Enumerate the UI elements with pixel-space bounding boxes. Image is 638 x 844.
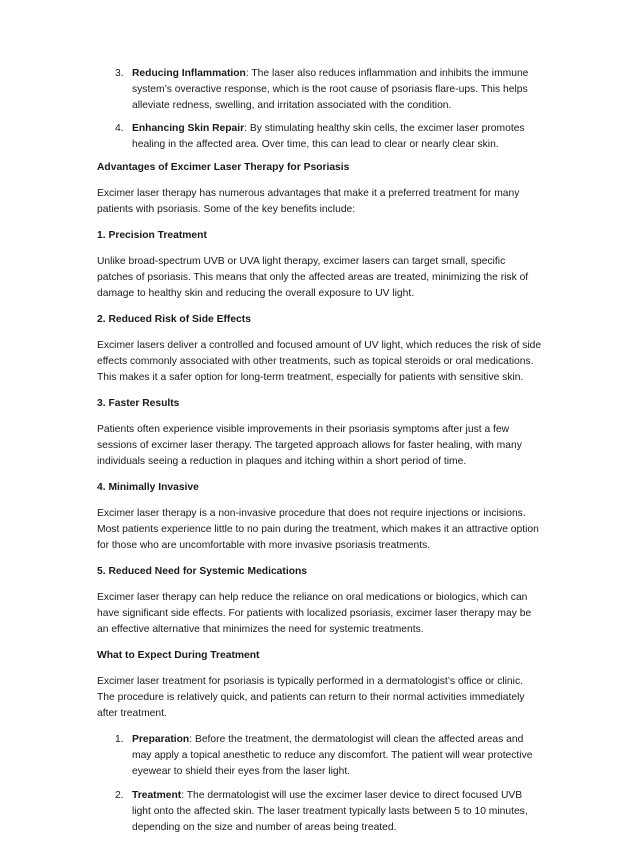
- section-heading-what-to-expect: What to Expect During Treatment: [97, 650, 260, 661]
- list-number: 1.: [115, 734, 124, 745]
- benefit-paragraph: Excimer lasers deliver a controlled and focused amount of UV light, which reduces the risk of side effects commonly associated with other treatments, such as topical steroids or oral medications. This makes it a safer option for long-term treatment, especially for patients with sensitive skin.: [97, 340, 542, 383]
- list-item: [97, 788, 543, 836]
- list-item: [97, 732, 543, 780]
- benefit-paragraph: Patients often experience visible improvements in their psoriasis symptoms after just a few sessions of excimer laser therapy. The targeted approach allows for faster healing, with many individuals seeing a reduction in plaques and itching within a short period of time.: [97, 424, 522, 467]
- document-page: [97, 66, 543, 844]
- numbered-list-mechanisms: [97, 66, 543, 153]
- list-item-text: : By stimulating healthy skin cells, the excimer laser promotes healing in the affected area. Over time, this can lead to clear or nearly clear skin.: [132, 123, 525, 150]
- list-number: 2.: [115, 790, 124, 801]
- list-item-lead: Treatment: [132, 790, 182, 801]
- list-item: [97, 66, 543, 114]
- list-item-lead: Preparation: [132, 734, 190, 745]
- list-number: 3.: [115, 68, 124, 79]
- list-item-lead: Enhancing Skin Repair: [132, 123, 245, 134]
- benefit-heading: 5. Reduced Need for Systemic Medications: [97, 566, 308, 577]
- benefit-heading: 2. Reduced Risk of Side Effects: [97, 314, 251, 325]
- benefit-paragraph: Excimer laser therapy can help reduce the reliance on oral medications or biologics, which can have significant side effects. For patients with localized psoriasis, excimer laser therapy may be an effective alternative that minimizes the need for systemic treatments.: [97, 592, 532, 635]
- list-item-text: : The laser also reduces inflammation and inhibits the immune system’s overactive response, which is the root cause of psoriasis flare-ups. This helps alleviate redness, swelling, and irritation associated with the condition.: [132, 68, 529, 111]
- list-item: [97, 121, 543, 153]
- list-item-text: : The dermatologist will use the excimer laser device to direct focused UVB light onto the affected skin. The laser treatment typically lasts between 5 to 10 minutes, depending on the size and number of areas being treated.: [132, 790, 528, 833]
- benefit-heading: 1. Precision Treatment: [97, 230, 207, 241]
- paragraph-advantages-intro: Excimer laser therapy has numerous advantages that make it a preferred treatment for many patients with psoriasis. Some of the key benefits include:: [97, 188, 520, 215]
- list-item-lead: Reducing Inflammation: [132, 68, 246, 79]
- section-heading-advantages: Advantages of Excimer Laser Therapy for Psoriasis: [97, 162, 350, 173]
- paragraph-expect-intro: Excimer laser treatment for psoriasis is typically performed in a dermatologist’s office or clinic. The procedure is relatively quick, and patients can return to their normal activities immediately after treatment.: [97, 676, 525, 719]
- benefit-heading: 3. Faster Results: [97, 398, 180, 409]
- list-number: 4.: [115, 123, 124, 134]
- benefit-heading: 4. Minimally Invasive: [97, 482, 199, 493]
- list-item-text: : Before the treatment, the dermatologist will clean the affected areas and may apply a topical anesthetic to reduce any discomfort. The patient will wear protective eyewear to shield their eyes from the laser light.: [132, 734, 533, 777]
- numbered-list-procedure: [97, 732, 543, 836]
- benefit-paragraph: Excimer laser therapy is a non-invasive procedure that does not require injections or incisions. Most patients experience little to no pain during the treatment, which makes it an attractive option for those who are uncomfortable with more invasive psoriasis treatments.: [97, 508, 539, 551]
- benefit-paragraph: Unlike broad-spectrum UVB or UVA light therapy, excimer lasers can target small, specific patches of psoriasis. This means that only the affected areas are treated, minimizing the risk of damage to healthy skin and reducing the overall exposure to UV light.: [97, 256, 529, 299]
